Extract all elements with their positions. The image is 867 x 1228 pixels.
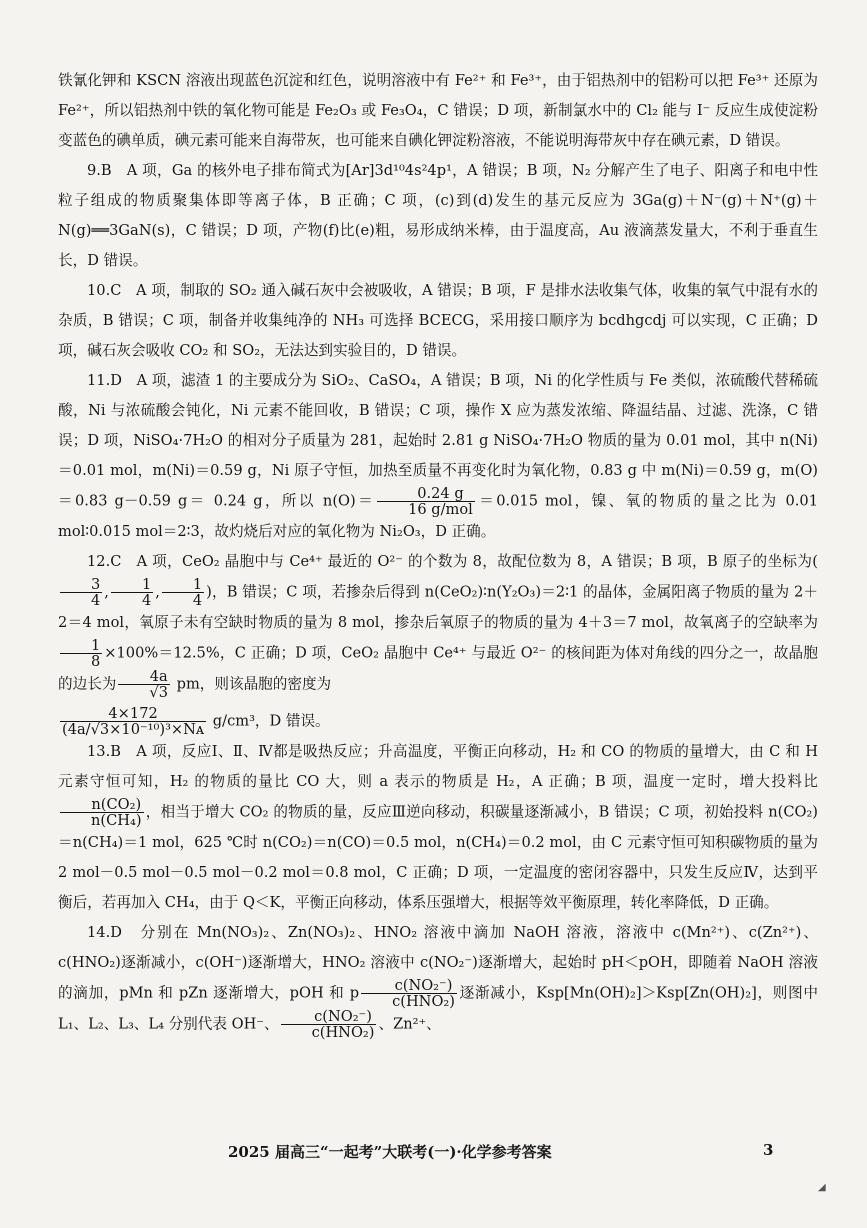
answer-12-text-e: g/cm³，D 错误。 [208,712,330,730]
fraction-numerator: 3 [60,577,102,593]
answer-8-continued [58,66,818,156]
fraction-denominator: 16 g/mol [408,501,473,518]
answer-10-text: 10.C A 项，制取的 SO₂ 通入碱石灰中会被吸收，A 错误；B 项，F 是排水法收集气体，收集的氧气中混有水的杂质，B 错误；C 项，制备并收集纯净的 NH₃ 可选择 BCECG，采用接口顺序为 bcdhgcdj 可以实现，C 正确；D 项，碱石灰会吸收 CO₂ 和 SO₂，无法达到实验目的，D 错误。 [58,282,818,359]
answer-12: 12.C A 项，CeO₂ 晶胞中与 Ce⁴⁺ 最近的 O²⁻ 的个数为 8，故配位数为 8，A 错误；B 项，B 原子的坐标为( $\frac{3}{4}$ , $\frac{1}{4}$ , $\frac{1}{4}$ )，B 错误；C 项，若掺杂后得到 n(CeO₂)∶n(Y₂O₃)＝2∶1 的晶体，金属阳离子物质的量为 2＋2＝4 mol，氧原子未有空缺时物质的量为 8 mol，掺杂后氧原子的物质的量为 4＋3＝7 mol，故氧离子的空缺率为 $\frac{1}{8}$ ×100%＝12.5%，C 正确；D 项，CeO₂ 晶胞中 Ce⁴⁺ 与最近 O²⁻ 的核间距为体对角线的四分之一，故晶胞的边长为 $\frac{4a}{√3}$ pm，则该晶胞的密度为 [58,553,818,701]
fraction [118,669,170,700]
answer-11-text-b: 0.24 g，所以 n(O)＝ [213,492,376,510]
answer-14-text-c: 、Zn²⁺、 [378,1015,441,1033]
fraction [377,486,475,517]
fraction-numerator: 4×172 [60,706,206,722]
fraction-numerator: 0.24 g [377,486,475,502]
fraction-denominator: √3 [149,684,168,701]
fraction-numerator: c(NO₂⁻) [281,1009,377,1025]
fraction-denominator: 4 [192,592,203,609]
answer-12-text-a: 12.C A 项，CeO₂ 晶胞中与 Ce⁴⁺ 最近的 O²⁻ 的个数为 8，故配位数为 8，A 错误；B 项，B 原子的坐标为( [87,553,818,570]
answer-9 [58,156,818,276]
fraction [60,706,206,737]
fraction-denominator: n(CH₄) [91,812,142,829]
answer-9-text: 9.B A 项，Ga 的核外电子排布简式为[Ar]3d¹⁰4s²4p¹，A 错误；B 项，N₂ 分解产生了电子、阳离子和电中性粒子组成的物质聚集体即等离子体，B 正确；C 项，(c)到(d)发生的基元反应为 3Ga(g)＋N⁻(g)＋N⁺(g)＋N(g)══3GaN(s)，C 错误；D 项，产物(f)比(e)粗，易形成纳米棒，由于温度高，Au 液滴蒸发量大，不利于垂直生长，D 错误。 [58,162,818,269]
answer-14-text-a: 14.D 分别在 Mn(NO₃)₂、Zn(NO₃)₂、HNO₂ 溶液中滴加 NaOH 溶液，溶液中 c(Mn²⁺)、c(Zn²⁺)、c(HNO₂)逐渐减小，c(OH⁻)逐渐增大，HNO₂ 溶液中 c(NO₂⁻)逐渐增大，起始时 pH＜pOH，即随着 NaOH 溶液的滴加，pMn 和 pZn 逐渐增大，pOH 和 p [58,924,818,1002]
answer-11 [58,366,818,547]
fraction [111,577,153,608]
answer-13 [58,737,818,918]
fraction [60,577,102,608]
fraction-numerator: 1 [162,577,204,593]
answer-13-text-b: ，相当于增大 CO₂ 的物质的量，反应Ⅲ逆向移动，积碳量逐渐减小，B 错误；C 项，初始投料 n(CO₂)＝n(CH₄)＝1 mol，625 ℃时 n(CO₂)＝n(CO)＝0.5 mol，n(CH₄)＝0.2 mol，由 C 元素守恒可知积碳物质的量为 2 mol－0.5 mol－0.5 mol－0.2 mol＝0.8 mol，C 正确；D 项，一定温度的密闭容器中，只发生反应Ⅳ，达到平衡后，若再加入 CH₄，由于 Q＜K，平衡正向移动，体系压强增大，根据等效平衡原理，转化率降低，D 正确。 [58,803,818,911]
fraction [60,638,102,669]
fraction [361,978,457,1009]
answer-12-text-b: )，B 错误；C 项，若掺杂后得到 n(CeO₂)∶n(Y₂O₃)＝2∶1 的晶体，金属阳离子物质的量为 2＋2＝4 mol，氧原子未有空缺时物质的量为 8 mol，掺杂后氧原子的物质的量为 4＋3＝7 mol，故氧离子的空缺率为 [58,583,818,631]
answer-11-text-c: ＝0.015 mol，镍、氧的物质的量之比为 0.01 mol∶0.015 mol＝2∶3，故灼烧后对应的氧化物为 Ni₂O₃，D 正确。 [58,492,818,540]
answer-text [58,66,818,1040]
fraction [162,577,204,608]
density-formula [58,706,818,737]
answer-12-text-d: pm，则该晶胞的密度为 [171,675,332,693]
fraction-denominator: 4 [141,592,152,609]
answer-13-text-a: 13.B A 项，反应Ⅰ、Ⅱ、Ⅳ都是吸热反应；升高温度，平衡正向移动，H₂ 和 CO 的物质的量增大，由 C 和 H 元素守恒可知，H₂ 的物质的量比 CO 大，则 a 表示的物质是 H₂，A 正确；B 项，温度一定时，增大投料比 [58,743,818,790]
fraction-denominator: (4a/√3×10⁻¹⁰)³×Nᴀ [62,721,205,738]
fraction-denominator: c(HNO₂) [392,993,455,1010]
fraction-numerator: 1 [111,577,153,593]
fraction-numerator: 4a [118,669,170,685]
fraction [281,1009,377,1040]
page-number: 3 [763,1141,774,1159]
footer-title: 2025 届高三“一起考”大联考(一)·化学参考答案 [228,1143,552,1161]
answer-11-text: 11.D A 项，滤渣 1 的主要成分为 SiO₂、CaSO₄，A 错误；B 项，Ni 的化学性质与 Fe 类似，浓硫酸代替稀硫酸，Ni 与浓硫酸会钝化，Ni 元素不能回收，B 错误；C 项，操作 X 应为蒸发浓缩、降温结晶、过滤、洗涤，C 错误；D 项，NiSO₄·7H₂O 的相对分子质量为 281，起始时 2.81 g NiSO₄·7H₂O 物质的量为 0.01 mol，其中 n(Ni)＝0.01 mol，m(Ni)＝0.59 g，Ni 原子守恒，加热至质量不再变化时为氧化物，0.83 g 中 m(Ni)＝0.59 g，m(O)＝0.83 g－0.59 g＝ [58,372,818,510]
answer-8-text: 铁氰化钾和 KSCN 溶液出现蓝色沉淀和红色，说明溶液中有 Fe²⁺ 和 Fe³⁺，由于铝热剂中的铝粉可以把 Fe³⁺ 还原为 Fe²⁺，所以铝热剂中铁的氧化物可能是 Fe₂O₃ 或 Fe₃O₄，C 错误；D 项，新制氯水中的 Cl₂ 能与 I⁻ 反应生成使淀粉变蓝色的碘单质，碘元素可能来自海带灰，也可能来自碘化钾淀粉溶液，不能说明海带灰中存在碘元素，D 错误。 [58,72,818,149]
scan-mark-icon: ◢ [818,1182,826,1193]
answer-10 [58,276,818,366]
fraction-denominator: 8 [91,653,101,670]
fraction-denominator: 4 [91,592,101,609]
fraction-numerator: c(NO₂⁻) [361,978,457,994]
fraction-numerator: 1 [60,638,102,654]
answer-14 [58,918,818,1040]
answer-12-text-c: ×100%＝12.5%，C 正确；D 项，CeO₂ 晶胞中 Ce⁴⁺ 与最近 O²⁻ 的核间距为体对角线的四分之一，故晶胞的边长为 [58,644,818,693]
fraction [60,797,144,828]
fraction-denominator: c(HNO₂) [311,1024,375,1041]
fraction-numerator: n(CO₂) [60,797,144,813]
answer-14-text-b: 逐渐减小，Ksp[Mn(OH)₂]＞Ksp[Zn(OH)₂]，则图中 L₁、L₂、L₃、L₄ 分别代表 OH⁻、 [58,984,818,1033]
